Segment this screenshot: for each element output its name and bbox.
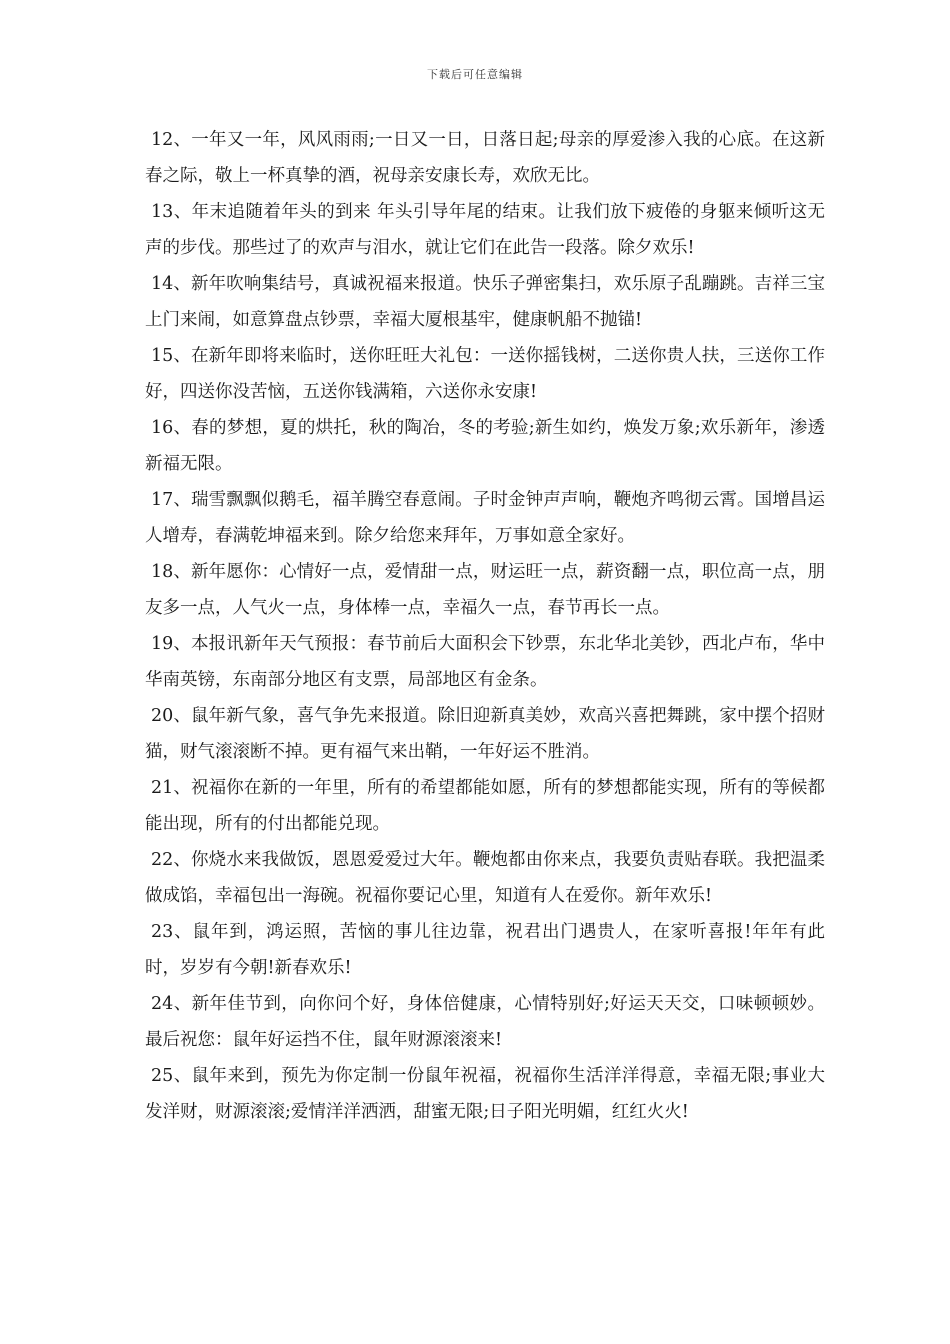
paragraph-21: 21、祝福你在新的一年里，所有的希望都能如愿，所有的梦想都能实现，所有的等候都能出现，所有的付出都能兑现。: [145, 778, 825, 834]
paragraph-14: 14、新年吹响集结号，真诚祝福来报道。快乐子弹密集扫，欢乐原子乱蹦跳。吉祥三宝上门来闹，如意算盘点钞票，幸福大厦根基牢，健康帆船不抛锚!: [145, 274, 825, 330]
document-body: [145, 122, 825, 1130]
paragraph-16: 16、春的梦想，夏的烘托，秋的陶冶，冬的考验;新生如约，焕发万象;欢乐新年，渗透新福无限。: [145, 418, 825, 474]
paragraph-22: 22、你烧水来我做饭，恩恩爱爱过大年。鞭炮都由你来点，我要负责贴春联。我把温柔做成馅，幸福包出一海碗。祝福你要记心里，知道有人在爱你。新年欢乐!: [145, 850, 825, 906]
paragraph-12: 12、一年又一年，风风雨雨;一日又一日，日落日起;母亲的厚爱渗入我的心底。在这新春之际，敬上一杯真挚的酒，祝母亲安康长寿，欢欣无比。: [145, 130, 825, 186]
paragraph-18: 18、新年愿你：心情好一点，爱情甜一点，财运旺一点，薪资翻一点，职位高一点，朋友多一点，人气火一点，身体棒一点，幸福久一点，春节再长一点。: [145, 562, 825, 618]
paragraph-23: 23、鼠年到，鸿运照，苦恼的事儿往边靠，祝君出门遇贵人，在家听喜报!年年有此时，岁岁有今朝!新春欢乐!: [145, 922, 825, 978]
paragraph-17: 17、瑞雪飘飘似鹅毛，福羊腾空春意闹。子时金钟声声响，鞭炮齐鸣彻云霄。国增昌运人增寿，春满乾坤福来到。除夕给您来拜年，万事如意全家好。: [145, 490, 825, 546]
paragraph-24: 24、新年佳节到，向你问个好，身体倍健康，心情特别好;好运天天交，口味顿顿妙。最后祝您：鼠年好运挡不住，鼠年财源滚滚来!: [145, 994, 825, 1050]
page-header: 下载后可任意编辑: [427, 68, 523, 81]
paragraph-15: 15、在新年即将来临时，送你旺旺大礼包：一送你摇钱树，二送你贵人扶，三送你工作好，四送你没苦恼，五送你钱满箱，六送你永安康!: [145, 346, 825, 402]
paragraph-19: 19、本报讯新年天气预报：春节前后大面积会下钞票，东北华北美钞，西北卢布，华中华南英镑，东南部分地区有支票，局部地区有金条。: [145, 634, 825, 690]
paragraph-25: 25、鼠年来到，预先为你定制一份鼠年祝福，祝福你生活洋洋得意，幸福无限;事业大发洋财，财源滚滚;爱情洋洋洒洒，甜蜜无限;日子阳光明媚，红红火火!: [145, 1066, 825, 1122]
paragraph-13: 13、年末追随着年头的到来 年头引导年尾的结束。让我们放下疲倦的身躯来倾听这无声的步伐。那些过了的欢声与泪水，就让它们在此告一段落。除夕欢乐!: [145, 202, 825, 258]
paragraph-20: 20、鼠年新气象，喜气争先来报道。除旧迎新真美妙，欢高兴喜把舞跳，家中摆个招财猫，财气滚滚断不掉。更有福气来出鞘，一年好运不胜消。: [145, 706, 825, 762]
